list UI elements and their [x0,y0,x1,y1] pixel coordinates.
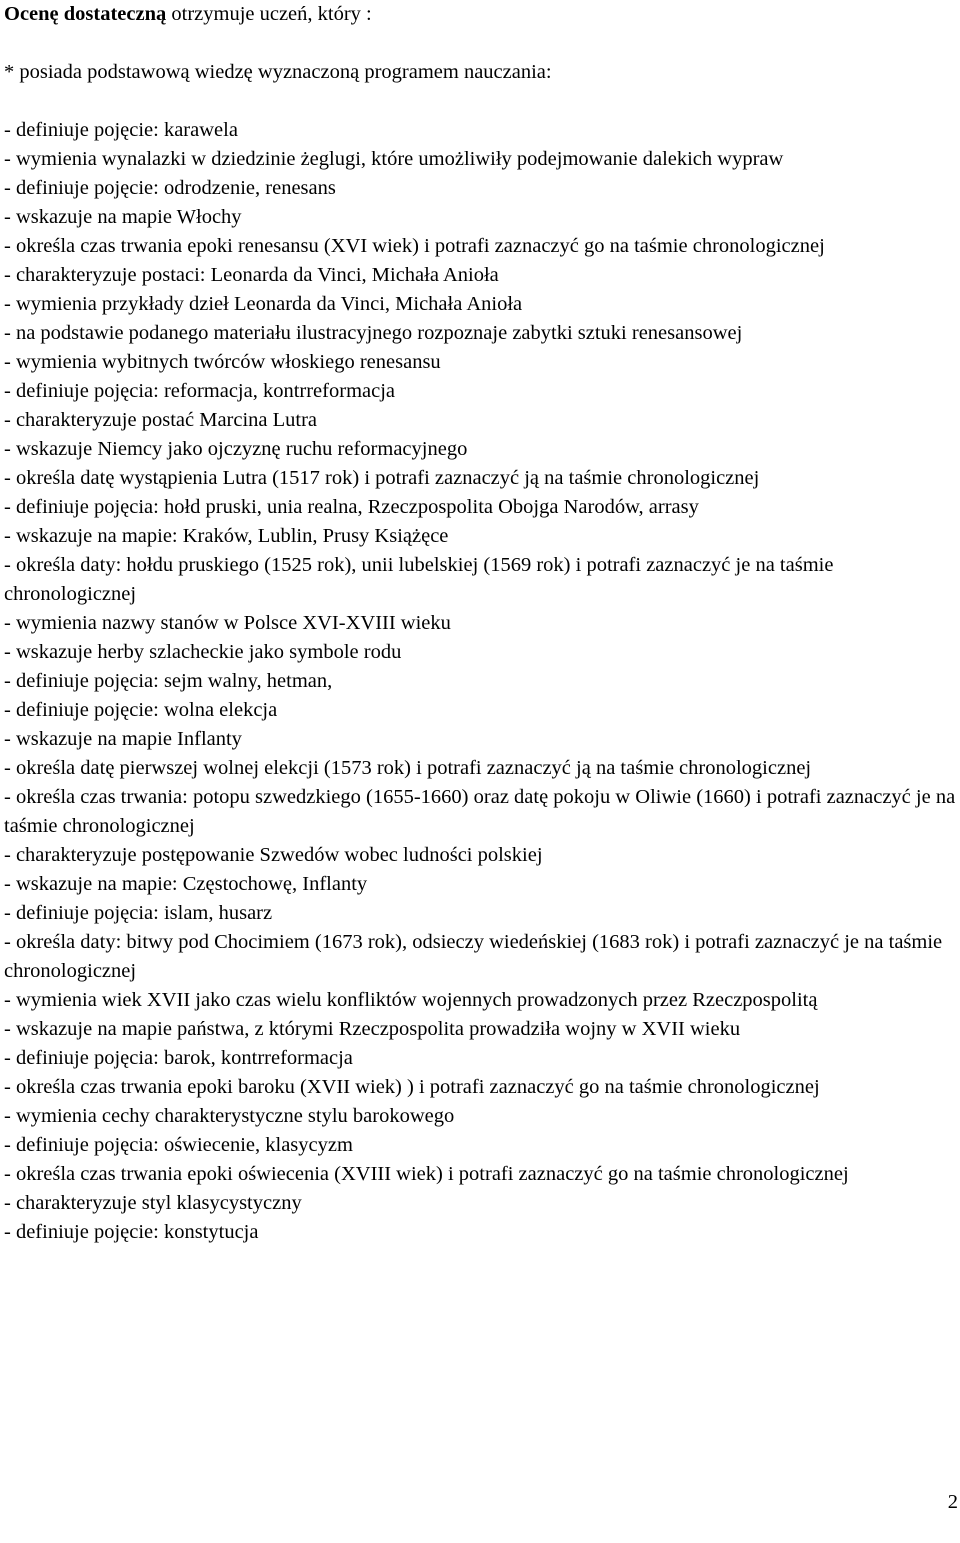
list-item: - określa daty: hołdu pruskiego (1525 rok), unii lubelskiej (1569 rok) i potrafi zaznaczyć je na taśmie chronologicznej [4,554,834,605]
list-item: - wskazuje na mapie państwa, z którymi Rzeczpospolita prowadziła wojny w XVII wieku [4,1018,741,1040]
list-item: - wskazuje na mapie Włochy [4,206,242,228]
list-item: - wskazuje na mapie Inflanty [4,728,242,750]
list-item: - określa czas trwania: potopu szwedzkiego (1655-1660) oraz datę pokoju w Oliwie (1660) i potrafi zaznaczyć je na taśmie chronologicznej [4,786,956,837]
list-item: - wymienia wiek XVII jako czas wielu konfliktów wojennych prowadzonych przez Rzeczpospolitą [4,989,818,1011]
list-item: - definiuje pojęcia: barok, kontrreformacja [4,1047,353,1069]
list-item: - definiuje pojęcia: oświecenie, klasycyzm [4,1134,353,1156]
list-item: - definiuje pojęcie: wolna elekcja [4,699,278,721]
list-item: - charakteryzuje postępowanie Szwedów wobec ludności polskiej [4,844,543,866]
list-item: - definiuje pojęcia: hołd pruski, unia realna, Rzeczpospolita Obojga Narodów, arrasy [4,496,699,518]
list-item: - charakteryzuje postaci: Leonarda da Vinci, Michała Anioła [4,264,499,286]
document-page [4,0,956,1247]
list-item: - określa datę pierwszej wolnej elekcji (1573 rok) i potrafi zaznaczyć ją na taśmie chronologicznej [4,757,812,779]
list-item: - określa czas trwania epoki renesansu (XVI wiek) i potrafi zaznaczyć go na taśmie chronologicznej [4,235,825,257]
list-item: - wymienia przykłady dzieł Leonarda da Vinci, Michała Anioła [4,293,523,315]
list-item: - na podstawie podanego materiału ilustracyjnego rozpoznaje zabytki sztuki renesansowej [4,322,743,344]
list-item: - definiuje pojęcia: sejm walny, hetman, [4,670,333,692]
requirements-list [4,116,956,1247]
list-item: - wskazuje na mapie: Kraków, Lublin, Prusy Książęce [4,525,449,547]
list-item: - wymienia wynalazki w dziedzinie żeglugi, które umożliwiły podejmowanie dalekich wypraw [4,148,784,170]
list-item: - definiuje pojęcia: reformacja, kontrreformacja [4,380,396,402]
grade-heading-rest: otrzymuje uczeń, który : [166,3,372,25]
list-item: - wymienia nazwy stanów w Polsce XVI-XVIII wieku [4,612,451,634]
page-number: 2 [947,1491,958,1513]
list-item: - definiuje pojęcia: islam, husarz [4,902,273,924]
list-item: - wskazuje na mapie: Częstochowę, Inflanty [4,873,368,895]
list-item: - definiuje pojęcie: konstytucja [4,1221,259,1243]
list-item: - wymienia cechy charakterystyczne stylu barokowego [4,1105,455,1127]
intro-line: * posiada podstawową wiedzę wyznaczoną programem nauczania: [4,61,552,83]
list-item: - wskazuje herby szlacheckie jako symbole rodu [4,641,402,663]
grade-heading-bold: Ocenę dostateczną [4,3,167,25]
list-item: - charakteryzuje styl klasycystyczny [4,1192,302,1214]
list-item: - określa czas trwania epoki baroku (XVII wiek) ) i potrafi zaznaczyć go na taśmie chronologicznej [4,1076,820,1098]
list-item: - wymienia wybitnych twórców włoskiego renesansu [4,351,441,373]
grade-heading [4,0,956,29]
list-item: - określa czas trwania epoki oświecenia (XVIII wiek) i potrafi zaznaczyć go na taśmie chronologicznej [4,1163,849,1185]
list-item: - definiuje pojęcie: karawela [4,119,238,141]
list-item: - definiuje pojęcie: odrodzenie, renesans [4,177,336,199]
list-item: - określa datę wystąpienia Lutra (1517 rok) i potrafi zaznaczyć ją na taśmie chronologicznej [4,467,760,489]
list-item: - określa daty: bitwy pod Chocimiem (1673 rok), odsieczy wiedeńskiej (1683 rok) i potrafi zaznaczyć je na taśmie chronologicznej [4,931,943,982]
list-item: - charakteryzuje postać Marcina Lutra [4,409,318,431]
list-item: - wskazuje Niemcy jako ojczyznę ruchu reformacyjnego [4,438,468,460]
